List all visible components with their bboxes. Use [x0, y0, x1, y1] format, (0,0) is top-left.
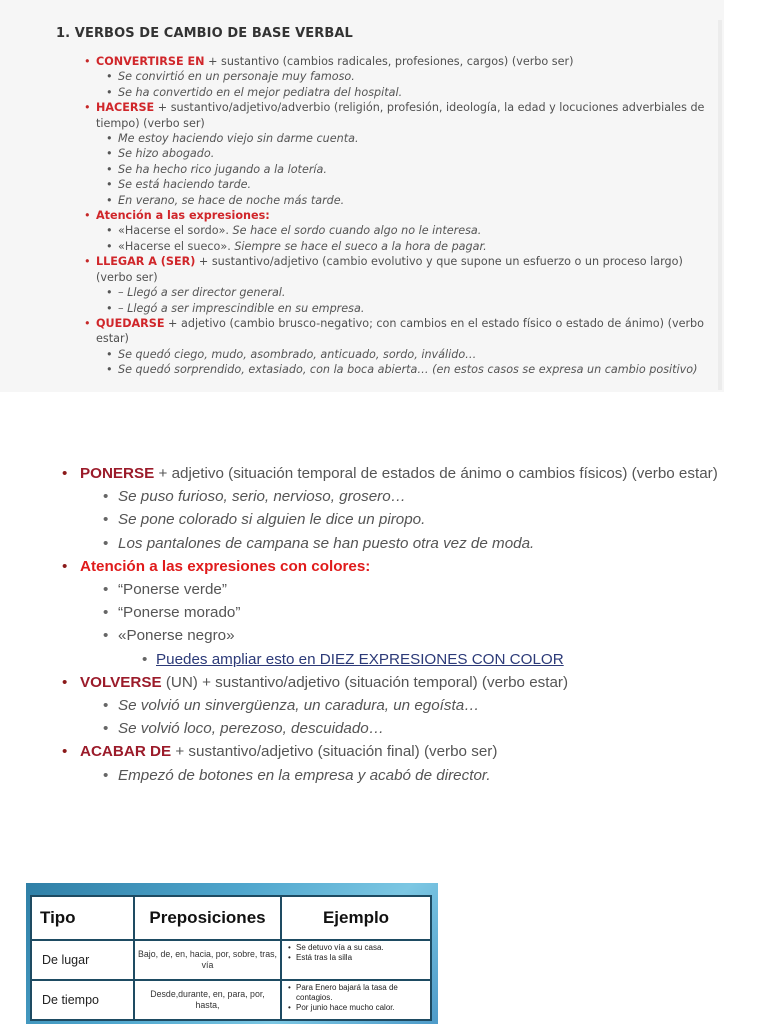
cell-preposiciones: Bajo, de, en, hacia, por, sobre, tras, vía [134, 940, 281, 980]
cell-ejemplo [281, 980, 431, 1020]
table-header-row [31, 896, 431, 940]
example: • Se está haciendo tarde. [82, 177, 710, 192]
prepositions-table-image [26, 883, 438, 1024]
cell-preposiciones: Desde,durante, en, para, por, hasta, [134, 980, 281, 1020]
header-tipo: Tipo [31, 896, 134, 940]
example: • Se volvió loco, perezoso, descuidado… [60, 717, 730, 740]
cell-ejemplo [281, 940, 431, 980]
example-bullet: • Está tras la silla [286, 953, 426, 963]
example: • – Llegó a ser director general. [82, 285, 710, 300]
expression-item: • «Ponerse negro» [60, 624, 730, 647]
example: • Se quedó ciego, mudo, asombrado, anticuado, sordo, inválido… [82, 347, 710, 362]
list-item-atencion-colores: • Atención a las expresiones con colores: [60, 555, 730, 578]
example: • Se hizo abogado. [82, 146, 710, 161]
example-bullet: • Por junio hace mucho calor. [286, 1003, 426, 1013]
example: • Se quedó sorprendido, extasiado, con la boca abierta… (en estos casos se expresa un cambio positivo) [82, 362, 710, 377]
expression-item: • «Hacerse el sordo». Se hace el sordo cuando algo no le interesa. [82, 223, 710, 238]
table-row [31, 980, 431, 1020]
list-item-atencion: • Atención a las expresiones: [82, 208, 710, 223]
section1-scroll-edge [718, 20, 722, 390]
example: • Se pone colorado si alguien le dice un piropo. [60, 508, 730, 531]
list-item-volverse: • VOLVERSE (UN) + sustantivo/adjetivo (situación temporal) (verbo estar) [60, 671, 730, 694]
cell-tipo: De tiempo [31, 980, 134, 1020]
list-item-hacerse: • HACERSE + sustantivo/adjetivo/adverbio (religión, profesión, ideología, la edad y locuciones adverbiales de tiempo) (verbo ser) [82, 100, 710, 131]
diez-expresiones-link[interactable]: Puedes ampliar esto en DIEZ EXPRESIONES CON COLOR [156, 650, 564, 668]
link-item [60, 648, 730, 671]
example: • – Llegó a ser imprescindible en su empresa. [82, 301, 710, 316]
section1-list [82, 54, 710, 378]
list-item-convertirse: • CONVERTIRSE EN + sustantivo (cambios radicales, profesiones, cargos) (verbo ser) [82, 54, 710, 69]
example: • Se volvió un sinvergüenza, un caradura, un egoísta… [60, 694, 730, 717]
example: • Me estoy haciendo viejo sin darme cuenta. [82, 131, 710, 146]
section2-list [60, 462, 730, 787]
example: • Se ha hecho rico jugando a la lotería. [82, 162, 710, 177]
list-item-acabar: • ACABAR DE + sustantivo/adjetivo (situación final) (verbo ser) [60, 740, 730, 763]
list-item-quedarse: • QUEDARSE + adjetivo (cambio brusco-negativo; con cambios en el estado físico o estado de ánimo) (verbo estar) [82, 316, 710, 347]
expression-item: • «Hacerse el sueco». Siempre se hace el sueco a la hora de pagar. [82, 239, 710, 254]
example: • Se ha convertido en el mejor pediatra del hospital. [82, 85, 710, 100]
example: • En verano, se hace de noche más tarde. [82, 193, 710, 208]
header-preposiciones: Preposiciones [134, 896, 281, 940]
list-item-llegar: • LLEGAR A (SER) + sustantivo/adjetivo (cambio evolutivo y que supone un esfuerzo o un proceso largo) (verbo ser) [82, 254, 710, 285]
example: • Empezó de botones en la empresa y acabó de director. [60, 764, 730, 787]
header-ejemplo: Ejemplo [281, 896, 431, 940]
example-bullet: • Para Enero bajará la tasa de contagios. [286, 983, 426, 1003]
section1-title: 1. VERBOS DE CAMBIO DE BASE VERBAL [56, 26, 353, 41]
example: • Los pantalones de campana se han puesto otra vez de moda. [60, 532, 730, 555]
list-item-ponerse: • PONERSE + adjetivo (situación temporal de estados de ánimo o cambios físicos) (verbo estar) [60, 462, 730, 485]
example-bullet: • Se detuvo vía a su casa. [286, 943, 426, 953]
example: • Se convirtió en un personaje muy famoso. [82, 69, 710, 84]
table-row [31, 940, 431, 980]
cell-tipo: De lugar [31, 940, 134, 980]
expression-item: • “Ponerse morado” [60, 601, 730, 624]
expression-item: • “Ponerse verde” [60, 578, 730, 601]
prepositions-table [30, 895, 432, 1021]
example: • Se puso furioso, serio, nervioso, grosero… [60, 485, 730, 508]
